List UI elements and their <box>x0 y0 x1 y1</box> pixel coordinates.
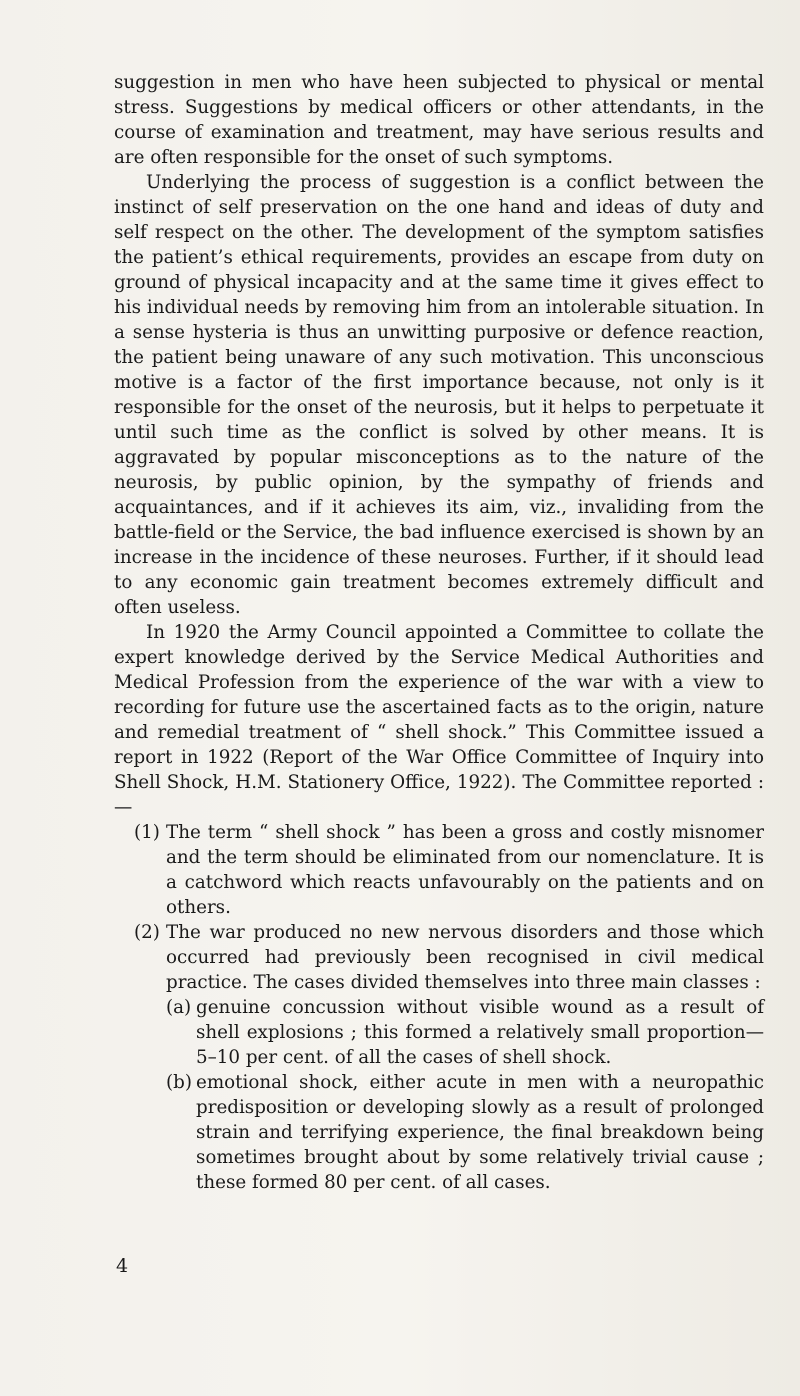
sub-list-item-text: emotional shock, either acute in men with a neuropathic predisposition or developing slowly as a result of prolonged strain and terrifying experience, the final breakdown being sometimes brought about by some relatively trivial cause ; these formed 80 per cent. of all cases. <box>196 1072 764 1193</box>
sub-list-item-letter: (b) <box>166 1072 192 1093</box>
sub-list-item-text: genuine concussion without visible wound as a result of shell explosions ; this formed a relatively small proportion—5–10 per cent. of all the cases of shell shock. <box>196 997 764 1068</box>
sub-list-item <box>114 995 764 1070</box>
list-item-number: (1) <box>134 822 160 843</box>
list-item-text: The war produced no new nervous disorders and those which occurred had previously been recognised in civil medical practice. The cases divided themselves into three main classes : <box>166 922 764 993</box>
sub-list-item-letter: (a) <box>166 997 192 1018</box>
list-item-text: The term “ shell shock ” has been a gross and costly misnomer and the term should be eliminated from our nomenclature. It is a catchword which reacts unfavourably on the patients and on others. <box>166 822 764 918</box>
body-text <box>114 70 764 1195</box>
list-item <box>114 920 764 995</box>
list-item <box>114 820 764 920</box>
paragraph: suggestion in men who have heen subjected to physical or mental stress. Suggestions by medical officers or other attendants, in the course of examination and treatment, may have serious results and are often responsible for the onset of such symptoms. <box>114 72 764 168</box>
paragraph: In 1920 the Army Council appointed a Committee to collate the expert knowledge derived by the Service Medical Authorities and Medical Profession from the experience of the war with a view to recording for future use the ascertained facts as to the origin, nature and remedial treatment of “ shell shock.” This Committee issued a report in 1922 (Report of the War Office Committee of Inquiry into Shell Shock, H.M. Stationery Office, 1922). The Committee reported :— <box>114 622 764 818</box>
paragraph: Underlying the process of suggestion is a conflict between the instinct of self preservation on the one hand and ideas of duty and self respect on the other. The development of the symptom satisfies the patient’s ethical requirements, provides an escape from duty on ground of physical incapacity and at the same time it gives effect to his individual needs by removing him from an intolerable situation. In a sense hysteria is thus an unwitting purposive or defence reaction, the patient being unaware of any such motivation. This unconscious motive is a factor of the first importance because, not only is it responsible for the onset of the neurosis, but it helps to perpetuate it until such time as the conflict is solved by other means. It is aggravated by popular misconceptions as to the nature of the neurosis, by public opinion, by the sympathy of friends and acquaintances, and if it achieves its aim, viz., invaliding from the battle-field or the Service, the bad influence exercised is shown by an increase in the incidence of these neuroses. Further, if it should lead to any economic gain treatment becomes extremely difficult and often useless. <box>114 172 764 618</box>
list-item-number: (2) <box>134 922 160 943</box>
sub-list-item <box>114 1070 764 1195</box>
page-number: 4 <box>116 1255 129 1277</box>
